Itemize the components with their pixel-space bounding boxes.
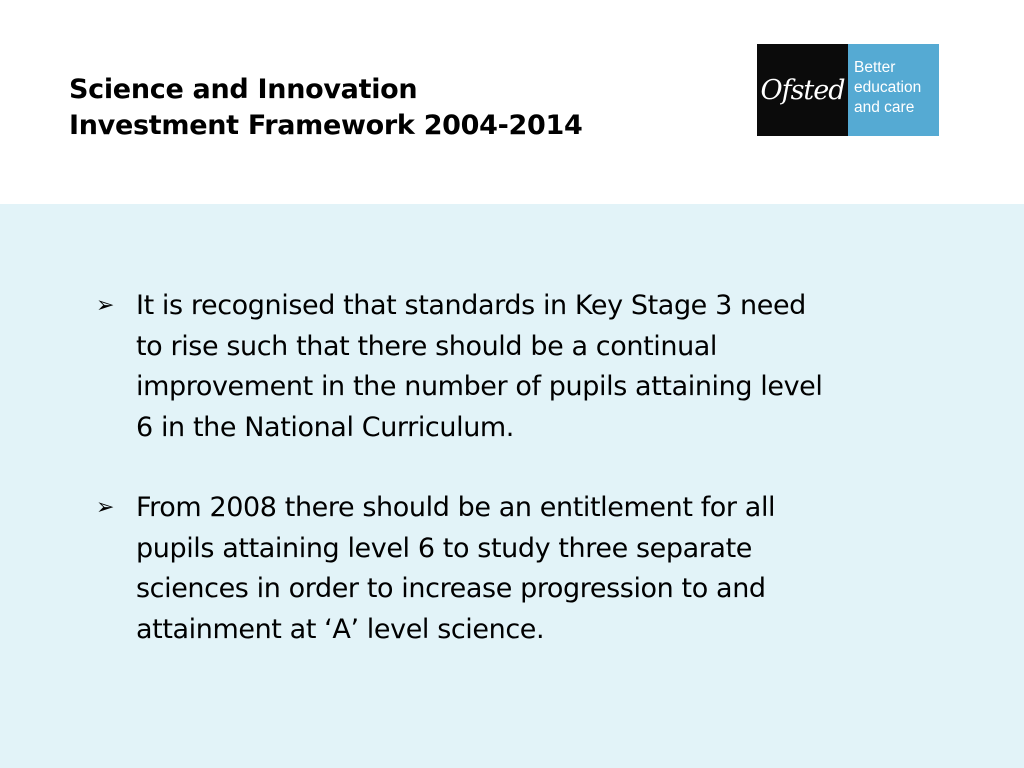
- slide-title: [69, 72, 583, 144]
- bullet-2-line-3: sciences in order to increase progression to and: [136, 573, 766, 604]
- ofsted-tagline: [848, 44, 939, 136]
- slide-body: [0, 204, 1024, 768]
- title-line-1: Science and Innovation: [69, 74, 418, 105]
- tagline-line-1: Better: [854, 59, 896, 76]
- bullet-item-2: [96, 488, 936, 650]
- arrow-bullet-icon: ➢: [96, 293, 115, 318]
- bullet-1-line-3: improvement in the number of pupils attaining level: [136, 371, 823, 402]
- bullet-text-1: [136, 286, 936, 448]
- bullet-2-line-4: attainment at ‘A’ level science.: [136, 613, 545, 645]
- slide-header: [0, 0, 1024, 204]
- ofsted-logo: [757, 44, 939, 136]
- bullet-2-line-1: From 2008 there should be an entitlement for all: [136, 492, 776, 523]
- bullet-1-line-2: to rise such that there should be a continual: [136, 330, 718, 362]
- bullet-2-line-2: pupils attaining level 6 to study three separate: [136, 532, 752, 564]
- bullet-item-1: [96, 286, 936, 448]
- ofsted-wordmark: Ofsted: [757, 44, 848, 136]
- title-line-2: Investment Framework 2004-2014: [69, 110, 583, 141]
- bullet-1-line-1: It is recognised that standards in Key Stage 3 need: [136, 290, 806, 321]
- bullet-text-2: [136, 488, 936, 650]
- arrow-bullet-icon: ➢: [96, 495, 115, 520]
- tagline-line-3: and care: [854, 99, 915, 116]
- bullet-1-line-4: 6 in the National Curriculum.: [136, 411, 514, 443]
- tagline-line-2: education: [854, 79, 922, 96]
- bullet-list: [96, 286, 936, 690]
